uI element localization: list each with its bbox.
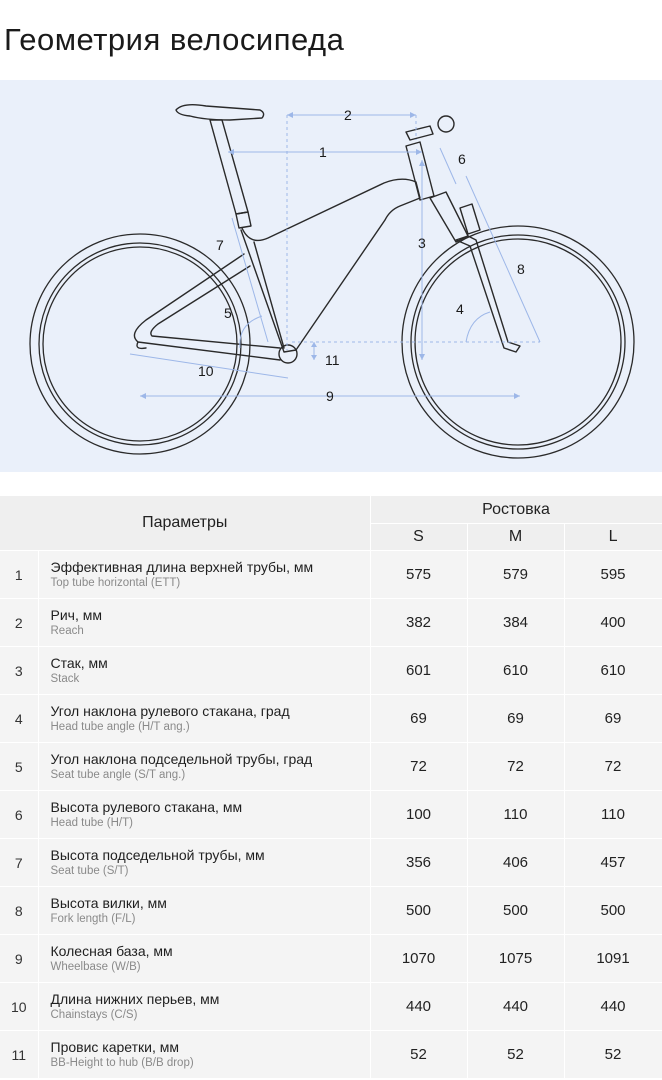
row-number: 4 bbox=[0, 695, 38, 743]
value-m: 440 bbox=[467, 983, 564, 1031]
dim-label-5: 5 bbox=[224, 305, 232, 321]
row-number: 5 bbox=[0, 743, 38, 791]
parameter-name-ru: Высота рулевого стакана, мм bbox=[50, 799, 243, 815]
parameter-cell bbox=[38, 791, 370, 839]
value-m: 110 bbox=[467, 791, 564, 839]
parameter-cell bbox=[38, 551, 370, 599]
table-row bbox=[0, 599, 662, 647]
parameter-cell bbox=[38, 887, 370, 935]
value-m: 579 bbox=[467, 551, 564, 599]
value-s: 356 bbox=[370, 839, 467, 887]
parameter-name-ru: Высота подседельной трубы, мм bbox=[50, 847, 265, 863]
value-s: 100 bbox=[370, 791, 467, 839]
parameter-cell bbox=[38, 839, 370, 887]
parameter-name-en: Head tube angle (H/T ang.) bbox=[50, 721, 190, 733]
dim-label-6: 6 bbox=[458, 151, 466, 167]
size-header-s: S bbox=[370, 524, 467, 551]
table-row bbox=[0, 791, 662, 839]
parameter-cell bbox=[38, 935, 370, 983]
row-number: 6 bbox=[0, 791, 38, 839]
value-s: 72 bbox=[370, 743, 467, 791]
dim-label-10: 10 bbox=[198, 363, 214, 379]
value-s: 575 bbox=[370, 551, 467, 599]
value-m: 72 bbox=[467, 743, 564, 791]
value-s: 601 bbox=[370, 647, 467, 695]
dim-label-3: 3 bbox=[418, 235, 426, 251]
table-row bbox=[0, 935, 662, 983]
row-number: 8 bbox=[0, 887, 38, 935]
row-number: 3 bbox=[0, 647, 38, 695]
value-m: 69 bbox=[467, 695, 564, 743]
table-row bbox=[0, 551, 662, 599]
value-l: 400 bbox=[564, 599, 662, 647]
parameter-name-ru: Колесная база, мм bbox=[50, 943, 173, 959]
parameter-cell bbox=[38, 1031, 370, 1079]
page-title: Геометрия велосипеда bbox=[4, 22, 345, 57]
parameter-cell bbox=[38, 647, 370, 695]
value-s: 52 bbox=[370, 1031, 467, 1079]
parameter-name-en: Stack bbox=[50, 673, 80, 685]
table-row bbox=[0, 743, 662, 791]
row-number: 11 bbox=[0, 1031, 38, 1079]
parameter-cell bbox=[38, 743, 370, 791]
parameter-name-ru: Рич, мм bbox=[50, 607, 102, 623]
table-row bbox=[0, 983, 662, 1031]
parameter-cell bbox=[38, 695, 370, 743]
row-number: 10 bbox=[0, 983, 38, 1031]
value-m: 500 bbox=[467, 887, 564, 935]
value-s: 500 bbox=[370, 887, 467, 935]
value-s: 1070 bbox=[370, 935, 467, 983]
table-row bbox=[0, 839, 662, 887]
value-l: 457 bbox=[564, 839, 662, 887]
value-l: 1091 bbox=[564, 935, 662, 983]
value-l: 110 bbox=[564, 791, 662, 839]
bike-geometry-diagram bbox=[0, 80, 662, 472]
parameter-name-en: Seat tube (S/T) bbox=[50, 865, 129, 877]
parameter-name-en: Seat tube angle (S/T ang.) bbox=[50, 769, 186, 781]
parameter-name-ru: Угол наклона рулевого стакана, град bbox=[50, 703, 290, 719]
parameter-name-en: BB-Height to hub (B/B drop) bbox=[50, 1057, 194, 1069]
row-number: 9 bbox=[0, 935, 38, 983]
parameter-name-en: Top tube horizontal (ETT) bbox=[50, 577, 181, 589]
parameter-name-en: Reach bbox=[50, 625, 84, 637]
value-l: 72 bbox=[564, 743, 662, 791]
dim-label-2: 2 bbox=[344, 107, 352, 123]
dim-label-7: 7 bbox=[216, 237, 224, 253]
size-header-l: L bbox=[564, 524, 662, 551]
parameter-name-ru: Длина нижних перьев, мм bbox=[50, 991, 220, 1007]
parameter-name-ru: Высота вилки, мм bbox=[50, 895, 167, 911]
parameter-name-en: Chainstays (C/S) bbox=[50, 1009, 138, 1021]
value-m: 610 bbox=[467, 647, 564, 695]
value-l: 610 bbox=[564, 647, 662, 695]
value-l: 440 bbox=[564, 983, 662, 1031]
params-header: Параметры bbox=[0, 496, 370, 551]
rear-wheel bbox=[30, 234, 250, 454]
parameter-cell bbox=[38, 983, 370, 1031]
row-number: 2 bbox=[0, 599, 38, 647]
parameter-name-en: Fork length (F/L) bbox=[50, 913, 136, 925]
dim-label-11: 11 bbox=[325, 352, 340, 368]
row-number: 1 bbox=[0, 551, 38, 599]
value-l: 500 bbox=[564, 887, 662, 935]
size-header-m: M bbox=[467, 524, 564, 551]
value-m: 384 bbox=[467, 599, 564, 647]
parameter-cell bbox=[38, 599, 370, 647]
value-m: 52 bbox=[467, 1031, 564, 1079]
parameter-name-ru: Эффективная длина верхней трубы, мм bbox=[50, 559, 314, 575]
value-s: 69 bbox=[370, 695, 467, 743]
size-group-header: Ростовка bbox=[370, 496, 662, 524]
geometry-table bbox=[0, 496, 662, 1079]
dim-label-8: 8 bbox=[517, 261, 525, 277]
parameter-name-ru: Угол наклона подседельной трубы, град bbox=[50, 751, 313, 767]
value-l: 52 bbox=[564, 1031, 662, 1079]
table-row bbox=[0, 887, 662, 935]
parameter-name-en: Head tube (H/T) bbox=[50, 817, 133, 829]
value-m: 406 bbox=[467, 839, 564, 887]
value-s: 440 bbox=[370, 983, 467, 1031]
dim-label-4: 4 bbox=[456, 301, 464, 317]
table-row bbox=[0, 647, 662, 695]
parameter-name-en: Wheelbase (W/B) bbox=[50, 961, 141, 973]
value-l: 595 bbox=[564, 551, 662, 599]
parameter-name-ru: Стак, мм bbox=[50, 655, 108, 671]
table-row bbox=[0, 1031, 662, 1079]
row-number: 7 bbox=[0, 839, 38, 887]
bike-frame bbox=[134, 105, 520, 363]
dim-label-1: 1 bbox=[319, 144, 327, 160]
value-l: 69 bbox=[564, 695, 662, 743]
dim-label-9: 9 bbox=[326, 388, 334, 404]
value-s: 382 bbox=[370, 599, 467, 647]
value-m: 1075 bbox=[467, 935, 564, 983]
parameter-name-ru: Провис каретки, мм bbox=[50, 1039, 179, 1055]
table-row bbox=[0, 695, 662, 743]
